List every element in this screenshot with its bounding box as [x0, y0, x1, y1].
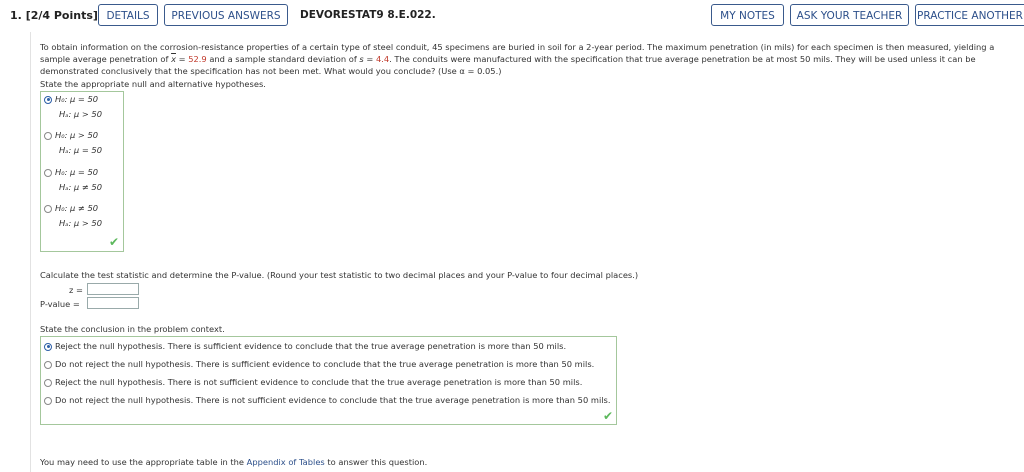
p-value-label: P-value =: [40, 299, 80, 309]
appendix-link[interactable]: Appendix of Tables: [246, 457, 325, 467]
conclusion-option-4[interactable]: [44, 395, 611, 405]
conclusion-option-text: Reject the null hypothesis. There is not sufficient evidence to conclude that the true average penetration is more than 50 mils.: [55, 377, 583, 387]
h0-text: H₀: μ = 50: [55, 167, 99, 177]
radio-selected-icon[interactable]: [44, 343, 52, 351]
radio-icon[interactable]: [44, 205, 52, 213]
ha-text: Hₐ: μ ≠ 50: [59, 182, 102, 192]
radio-icon[interactable]: [44, 132, 52, 140]
radio-icon[interactable]: [44, 379, 52, 387]
correct-check-icon: ✔: [603, 409, 614, 423]
problem-statement: [40, 41, 1015, 90]
p-value-input[interactable]: [87, 297, 139, 309]
test-statistic-prompt: Calculate the test statistic and determine the P-value. (Round your test statistic to two decimal places and your P-value to four decimal places.): [40, 270, 639, 280]
conclusion-option-text: Reject the null hypothesis. There is sufficient evidence to conclude that the true average penetration is more than 50 mils.: [55, 341, 567, 351]
left-divider: [30, 32, 31, 472]
radio-icon[interactable]: [44, 397, 52, 405]
s-symbol: s: [359, 54, 364, 65]
conclusion-option-text: Do not reject the null hypothesis. There is not sufficient evidence to conclude that the true average penetration is more than 50 mils.: [55, 395, 611, 405]
problem-text-part1: To obtain information on the corrosion-resistance properties of a certain type of steel conduit, 45 specimens are buried in soil for a 2-year period. The maximum penetration (in mils) for each specimen is then measured, yielding a sample average penetration of: [40, 42, 995, 65]
h0-text: H₀: μ = 50: [55, 94, 99, 104]
hypotheses-answer-box: [40, 91, 124, 252]
h0-text: H₀: μ > 50: [55, 130, 99, 140]
conclusion-prompt: State the conclusion in the problem context.: [40, 324, 225, 334]
radio-icon[interactable]: [44, 361, 52, 369]
footer-text-after: to answer this question.: [324, 457, 428, 467]
xbar-value: 52.9: [188, 54, 207, 65]
question-header: [0, 0, 1024, 32]
equals-sign: =: [363, 54, 376, 65]
conclusion-option-2[interactable]: [44, 359, 594, 369]
s-value: 4.4: [375, 54, 390, 65]
details-button[interactable]: DETAILS: [98, 4, 158, 26]
problem-text-part3: . The conduits were manufactured with the specification that true average penetration be at most 50 mils. They will be used unless it can be demonstrated conclusively that the specification has not been met. What would you conclude? (Use: [40, 54, 976, 77]
ha-text: Hₐ: μ > 50: [59, 109, 102, 119]
hypothesis-option-3[interactable]: [44, 165, 102, 195]
footer-note: [40, 457, 427, 467]
problem-text-part4: .): [495, 66, 502, 77]
ask-your-teacher-button[interactable]: ASK YOUR TEACHER: [790, 4, 909, 26]
footer-text-before: You may need to use the appropriate table in the: [40, 457, 247, 467]
hypothesis-option-1[interactable]: [44, 92, 102, 122]
problem-text-part2: and a sample standard deviation of: [206, 54, 360, 65]
ha-text: Hₐ: μ > 50: [59, 218, 102, 228]
conclusion-option-1[interactable]: [44, 341, 566, 351]
h0-text: H₀: μ ≠ 50: [55, 203, 99, 213]
z-input[interactable]: [87, 283, 139, 295]
previous-answers-button[interactable]: PREVIOUS ANSWERS: [164, 4, 288, 26]
practice-another-button[interactable]: PRACTICE ANOTHER: [915, 4, 1024, 26]
question-number: 1.: [10, 9, 22, 22]
hypothesis-option-2[interactable]: [44, 128, 102, 158]
alpha-value: α = 0.05: [459, 66, 496, 77]
correct-check-icon: ✔: [109, 235, 120, 249]
radio-selected-icon[interactable]: [44, 96, 52, 104]
conclusion-answer-box: [40, 336, 617, 425]
hypothesis-option-4[interactable]: [44, 201, 102, 231]
xbar-symbol: $\overline{x}$: [171, 54, 176, 65]
points-label: [2/4 Points]: [25, 9, 98, 22]
conclusion-option-text: Do not reject the null hypothesis. There is sufficient evidence to conclude that the true average penetration is more than 50 mils.: [55, 359, 595, 369]
conclusion-option-3[interactable]: [44, 377, 582, 387]
hypotheses-prompt: State the appropriate null and alternative hypotheses.: [40, 78, 266, 89]
my-notes-button[interactable]: MY NOTES: [711, 4, 784, 26]
radio-icon[interactable]: [44, 169, 52, 177]
equals-sign: =: [175, 54, 189, 65]
ha-text: Hₐ: μ = 50: [59, 145, 102, 155]
question-number-points: [10, 9, 98, 22]
question-id: DEVORESTAT9 8.E.022.: [300, 9, 436, 21]
z-label: z =: [69, 285, 83, 295]
